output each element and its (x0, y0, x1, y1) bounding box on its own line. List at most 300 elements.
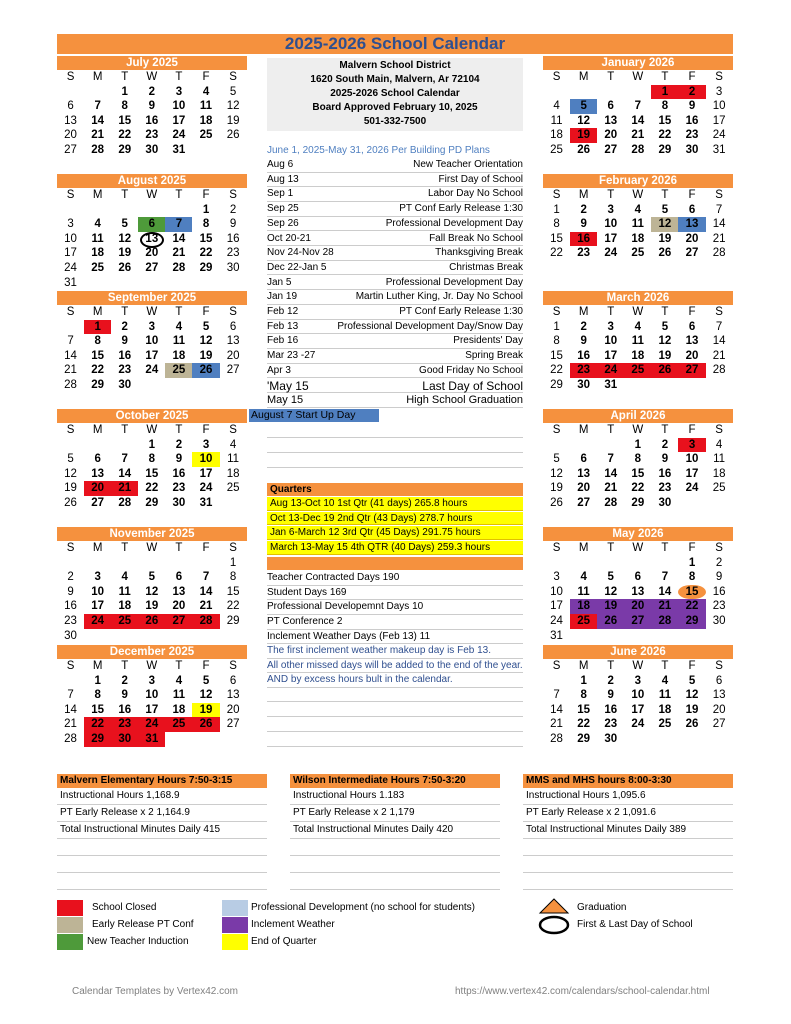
calendar-day: 26 (550, 496, 563, 509)
calendar-day: 22 (577, 718, 591, 731)
event-desc: Good Friday No School (419, 364, 523, 376)
calendar-day: 17 (604, 349, 618, 362)
calendar-day: 29 (577, 732, 591, 745)
calendar-day: 1 (148, 438, 156, 451)
calendar-day: 17 (64, 247, 77, 260)
calendar-day: 28 (91, 143, 105, 156)
district-info (267, 58, 523, 131)
month-header: April 2026 (543, 409, 733, 423)
day-of-week: M (578, 542, 589, 554)
event-row (267, 187, 523, 202)
day-of-week: S (715, 71, 723, 83)
calendar-day: 11 (713, 453, 726, 466)
day-of-week: F (202, 189, 210, 201)
hours-row: PT Early Release x 2 1,164.9 (57, 805, 267, 822)
event-row (267, 173, 523, 188)
calendar-day: 7 (121, 453, 128, 466)
month-5 (57, 645, 247, 747)
calendar-day: 8 (661, 100, 669, 113)
day-of-week: T (661, 660, 669, 672)
legend-induction: New Teacher Induction (87, 936, 189, 947)
day-of-week: W (632, 424, 644, 436)
calendar-day: 30 (172, 496, 186, 509)
calendar-day: 29 (658, 143, 672, 156)
calendar-day: 9 (175, 453, 183, 466)
day-of-week: S (66, 424, 75, 436)
calendar-day: 14 (91, 114, 105, 127)
calendar-day: 10 (550, 585, 563, 598)
day-of-week: S (552, 424, 561, 436)
calendar-day: 21 (199, 600, 213, 613)
calendar-day: 17 (685, 467, 699, 480)
calendar-day (706, 629, 733, 644)
calendar-day: 25 (624, 363, 651, 378)
calendar-day: 23 (226, 247, 240, 260)
calendar-day (651, 629, 678, 644)
calendar-day: 15 (550, 232, 563, 245)
day-of-week: F (202, 424, 210, 436)
calendar-day: 29 (226, 614, 240, 627)
calendar-day: 4 (553, 100, 560, 113)
calendar-day: 14 (199, 585, 213, 598)
footer-left: Calendar Templates by Vertex42.com (72, 986, 239, 997)
calendar-day: 21 (604, 482, 618, 495)
calendar-day: 29 (84, 732, 111, 747)
event-desc: Labor Day No School (427, 188, 523, 200)
hours-box (523, 774, 733, 890)
calendar-day (570, 629, 597, 644)
hours-row: Instructional Hours 1,095.6 (523, 788, 733, 805)
calendar-day: 30 (577, 378, 591, 391)
day-of-week: S (552, 189, 561, 201)
day-of-week: S (229, 660, 237, 672)
calendar-day (84, 276, 111, 291)
event-desc: Fall Break No School (429, 232, 523, 244)
calendar-day: 13 (226, 689, 240, 702)
legend-swatch-closed (57, 900, 83, 916)
month-header: July 2025 (57, 56, 247, 70)
day-of-week: F (688, 542, 696, 554)
calendar-day: 4 (175, 674, 183, 687)
calendar-day: 4 (202, 85, 210, 98)
month-2 (57, 291, 247, 393)
calendar-day: 29 (91, 378, 105, 391)
district-name: Malvern School District (339, 60, 451, 71)
calendar-day: 14 (658, 585, 672, 598)
event-row (267, 246, 523, 261)
month-header: May 2026 (543, 527, 733, 541)
calendar-day (651, 732, 678, 747)
calendar-day: 7 (715, 320, 723, 333)
calendar-day: 23 (172, 482, 186, 495)
note-row: The first inclement weather makeup day is Feb 13. (267, 644, 523, 659)
calendar-day: 3 (67, 218, 74, 231)
month-header: February 2026 (543, 174, 733, 188)
calendar-day: 25 (199, 129, 213, 142)
legend-first-last: First & Last Day of School (577, 919, 693, 930)
calendar-day (543, 674, 570, 689)
calendar-day: 1 (688, 556, 696, 569)
calendar-day: 11 (172, 689, 185, 702)
event-desc: New Teacher Orientation (413, 159, 523, 170)
calendar-day: 28 (64, 732, 77, 745)
calendar-day: 30 (712, 614, 726, 627)
calendar-day: 2 (229, 203, 237, 216)
calendar-day: 7 (94, 100, 101, 113)
calendar-day: 21 (91, 129, 105, 142)
calendar-day: 31 (604, 378, 618, 391)
calendar-day: 31 (199, 496, 213, 509)
calendar-day (220, 378, 247, 393)
calendar-day (706, 378, 733, 393)
calendar-day: 17 (712, 114, 726, 127)
calendar-day: 12 (651, 217, 678, 232)
calendar-day: 22 (678, 599, 705, 614)
board-approved: Board Approved February 10, 2025 (312, 102, 478, 113)
calendar-day: 20 (226, 349, 240, 362)
calendar-day: 27 (577, 496, 591, 509)
calendar-day: 11 (631, 218, 644, 231)
calendar-day: 25 (658, 718, 672, 731)
event-date: Aug 6 (267, 159, 294, 170)
calendar-day: 31 (172, 143, 186, 156)
day-of-week: T (121, 542, 129, 554)
calendar-day: 3 (607, 203, 614, 216)
event-row (267, 217, 523, 232)
calendar-day: 10 (604, 335, 618, 348)
calendar-day (57, 556, 84, 571)
day-of-week: T (175, 306, 183, 318)
calendar-day: 9 (580, 335, 587, 348)
calendar-day: 3 (678, 438, 705, 453)
calendar-day: 30 (111, 732, 138, 747)
calendar-day: 28 (118, 496, 132, 509)
calendar-day: 6 (580, 453, 587, 466)
calendar-day: 18 (118, 600, 132, 613)
calendar-day: 23 (145, 129, 159, 142)
calendar-day: 20 (685, 232, 699, 245)
calendar-day: 5 (553, 453, 560, 466)
calendar-day (678, 496, 705, 511)
calendar-day: 24 (597, 363, 624, 378)
calendar-day: 14 (712, 218, 726, 231)
note-row: All other missed days will be added to the end of the year. (267, 659, 523, 674)
calendar-day: 18 (570, 599, 597, 614)
day-of-week: S (229, 542, 237, 554)
day-of-week: S (66, 306, 75, 318)
calendar-day: 24 (84, 614, 111, 629)
month-4 (57, 527, 247, 643)
event-row (267, 158, 523, 173)
calendar-day: 10 (145, 689, 159, 702)
calendar-day: 17 (631, 703, 645, 716)
day-of-week: T (175, 424, 183, 436)
quarter-row: Aug 13-Oct 10 1st Qtr (41 days) 265.8 hours (267, 497, 523, 511)
calendar-day: 23 (658, 482, 672, 495)
calendar-day: 24 (712, 129, 726, 142)
legend-closed: School Closed (92, 902, 157, 913)
calendar-day (192, 629, 219, 644)
calendar-day (624, 556, 651, 571)
calendar-day: 10 (172, 100, 186, 113)
legend-swatch-induction (57, 934, 83, 950)
calendar-day: 6 (138, 217, 165, 232)
stat-row: Professional Developemnt Days 10 (267, 600, 523, 615)
calendar-day: 19 (570, 128, 597, 143)
day-of-week: T (607, 542, 615, 554)
calendar-day: 1 (553, 320, 560, 333)
hours-row: Total Instructional Minutes Daily 420 (290, 822, 500, 839)
calendar-day: 4 (634, 203, 642, 216)
calendar-day: 19 (145, 600, 159, 613)
calendar-day: 18 (550, 129, 563, 142)
calendar-day: 25 (570, 614, 597, 629)
day-of-week: S (66, 660, 75, 672)
calendar-day (57, 320, 84, 335)
month-header: December 2025 (57, 645, 247, 659)
day-of-week: T (607, 306, 615, 318)
calendar-day: 15 (91, 703, 105, 716)
calendar-day (84, 203, 111, 218)
calendar-day: 4 (661, 674, 669, 687)
calendar-day: 8 (688, 571, 696, 584)
calendar-day (138, 556, 165, 571)
day-of-week: S (552, 660, 561, 672)
calendar-day (543, 556, 570, 571)
calendar-day: 29 (550, 378, 563, 391)
calendar-day (220, 143, 247, 158)
calendar-day: 25 (91, 261, 105, 274)
day-of-week: T (121, 189, 129, 201)
calendar-day (651, 378, 678, 393)
calendar-day: 1 (651, 85, 678, 100)
calendar-day: 21 (631, 129, 645, 142)
calendar-day: 20 (64, 129, 77, 142)
calendar-day (651, 556, 678, 571)
day-of-week: W (632, 306, 644, 318)
calendar-day: 23 (118, 364, 132, 377)
calendar-day: 15 (118, 114, 132, 127)
calendar-day: 22 (550, 247, 563, 260)
calendar-day: 14 (712, 335, 726, 348)
calendar-day: 12 (577, 114, 591, 127)
calendar-day: 24 (199, 482, 213, 495)
day-of-week: S (552, 71, 561, 83)
event-date: Dec 22-Jan 5 (267, 261, 327, 273)
hours-blank-row (290, 873, 500, 890)
calendar-day (111, 438, 138, 453)
calendar-day: 22 (658, 129, 672, 142)
month-header: March 2026 (543, 291, 733, 305)
day-of-week: W (146, 542, 158, 554)
quarters-footer-bar (267, 557, 523, 570)
calendar-day: 11 (550, 114, 563, 127)
hours-title: MMS and MHS hours 8:00-3:30 (523, 774, 733, 788)
day-of-week: W (146, 306, 158, 318)
day-of-week: M (578, 306, 589, 318)
calendar-day: 5 (607, 571, 614, 584)
event-row (267, 202, 523, 217)
event-row (267, 379, 523, 394)
calendar-day (570, 85, 597, 100)
calendar-day: 10 (64, 232, 77, 245)
calendar-day: 17 (604, 232, 618, 245)
legend-swatch-quarter (222, 934, 248, 950)
calendar-day: 28 (550, 732, 563, 745)
calendar-day: 9 (607, 689, 614, 702)
calendar-day (84, 556, 111, 571)
calendar-day: 10 (685, 453, 699, 466)
day-of-week: M (92, 542, 103, 554)
calendar-day (678, 732, 705, 747)
calendar-day: 20 (577, 482, 591, 495)
calendar-day (597, 556, 624, 571)
calendar-day: 20 (145, 247, 159, 260)
calendar-day: 18 (712, 467, 726, 480)
calendar-day: 15 (577, 703, 591, 716)
calendar-day: 27 (91, 496, 105, 509)
calendar-day: 29 (118, 143, 132, 156)
calendar-day: 14 (604, 467, 618, 480)
calendar-day (706, 732, 733, 747)
calendar-day: 12 (658, 335, 672, 348)
calendar-day: 27 (678, 363, 705, 378)
calendar-day: 4 (580, 571, 587, 584)
calendar-day: 5 (202, 320, 210, 333)
day-of-week: T (121, 424, 129, 436)
month-10 (543, 527, 733, 643)
calendar-day: 23 (685, 129, 699, 142)
calendar-day (84, 629, 111, 644)
calendar-day: 19 (118, 247, 132, 260)
event-date: Apr 3 (267, 364, 291, 376)
calendar-day: 19 (550, 482, 563, 495)
calendar-day: 30 (226, 261, 240, 274)
calendar-day (706, 496, 733, 511)
calendar-day: 6 (94, 453, 101, 466)
event-desc: Last Day of School (422, 378, 523, 393)
calendar-day: 15 (91, 349, 105, 362)
calendar-day: 25 (550, 143, 563, 156)
calendar-day (165, 378, 192, 393)
calendar-day (138, 378, 165, 393)
calendar-day: 9 (688, 100, 696, 113)
calendar-day: 5 (661, 203, 669, 216)
event-desc: High School Graduation (406, 394, 523, 407)
calendar-day: 9 (121, 335, 128, 348)
event-desc: Presidents' Day (453, 335, 523, 347)
calendar-day: 22 (226, 600, 240, 613)
calendar-day: 12 (64, 467, 77, 480)
legend-swatch-pd (222, 900, 248, 916)
calendar-day: 7 (715, 203, 723, 216)
calendar-day: 2 (67, 571, 74, 584)
calendar-day: 26 (226, 129, 240, 142)
calendar-day: 1 (580, 674, 587, 687)
calendar-day: 15 (678, 585, 705, 600)
calendar-day: 27 (165, 614, 192, 629)
calendar-day: 5 (229, 85, 237, 98)
calendar-day: 4 (121, 571, 128, 584)
hours-title: Wilson Intermediate Hours 7:50-3:20 (290, 774, 500, 788)
quarter-row: Jan 6-March 12 3rd Qtr (45 Days) 291.75 hours (267, 526, 523, 540)
calendar-day: 17 (145, 349, 159, 362)
day-of-week: S (715, 306, 723, 318)
day-of-week: M (92, 306, 103, 318)
day-of-week: W (146, 660, 158, 672)
calendar-day: 6 (229, 674, 237, 687)
day-of-week: F (688, 424, 696, 436)
calendar-day: 5 (570, 99, 597, 114)
day-of-week: S (715, 424, 723, 436)
day-of-week: M (92, 424, 103, 436)
calendar-day: 20 (604, 129, 618, 142)
calendar-day: 16 (658, 467, 672, 480)
calendar-day: 12 (604, 585, 618, 598)
day-of-week: F (202, 306, 210, 318)
calendar-day: 14 (118, 467, 132, 480)
calendar-day: 24 (64, 261, 77, 274)
calendar-day: 8 (553, 335, 560, 348)
legend-quarter: End of Quarter (251, 936, 317, 947)
calendar-day (678, 629, 705, 644)
calendar-day (220, 496, 247, 511)
calendar-day: 11 (199, 100, 213, 113)
calendar-day: 30 (604, 732, 618, 745)
calendar-day: 19 (685, 703, 699, 716)
page-title: 2025-2026 School Calendar (57, 34, 733, 54)
event-desc: PT Conf Early Release 1:30 (399, 203, 523, 215)
event-row (267, 349, 523, 364)
day-of-week: S (229, 306, 237, 318)
day-of-week: M (92, 71, 103, 83)
day-of-week: F (688, 189, 696, 201)
event-date: Mar 23 -27 (267, 350, 316, 362)
event-date: Feb 12 (267, 306, 299, 317)
event-desc: Professional Development Day (385, 217, 523, 229)
calendar-day (192, 276, 219, 291)
calendar-day: 16 (118, 349, 132, 362)
calendar-day: 15 (631, 467, 645, 480)
calendar-day: 11 (118, 585, 131, 598)
hours-blank-row (523, 839, 733, 856)
day-of-week: W (146, 71, 158, 83)
calendar-day: 17 (145, 703, 159, 716)
calendar-day: 28 (651, 614, 678, 629)
calendar-day: 5 (121, 218, 128, 231)
day-of-week: S (229, 189, 237, 201)
calendar-day: 12 (145, 585, 159, 598)
calendar-day: 2 (121, 320, 128, 333)
day-of-week: T (175, 660, 183, 672)
legend-swatch-early (57, 917, 83, 933)
day-of-week: S (715, 189, 723, 201)
calendar-day (597, 629, 624, 644)
event-date: Jan 5 (267, 276, 292, 288)
calendar-day (220, 276, 247, 291)
quarter-row: Oct 13-Dec 19 2nd Qtr (43 Days) 278.7 hours (267, 512, 523, 526)
calendar-day: 8 (94, 689, 101, 702)
calendar-day: 8 (94, 335, 101, 348)
day-of-week: T (607, 189, 615, 201)
calendar-day: 11 (577, 585, 590, 598)
day-of-week: T (175, 542, 183, 554)
day-of-week: T (607, 424, 615, 436)
calendar-day: 5 (688, 674, 696, 687)
calendar-day: 18 (631, 232, 645, 245)
calendar-day: 24 (138, 717, 165, 732)
event-row (267, 232, 523, 247)
